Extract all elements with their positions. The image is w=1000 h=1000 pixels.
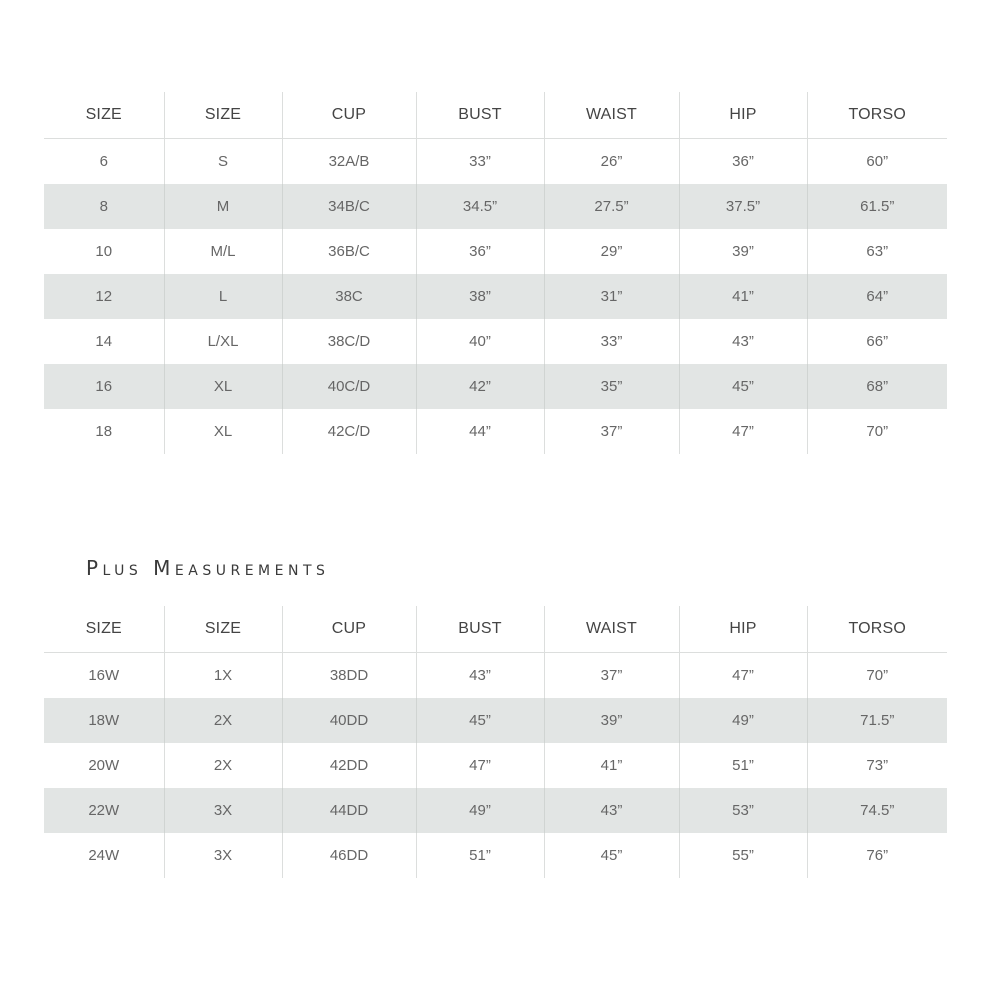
table-body (44, 653, 947, 879)
cell-size-letter: 3X (164, 788, 282, 833)
cell-torso: 70” (807, 653, 947, 699)
cell-waist: 35” (544, 364, 679, 409)
table-row (44, 833, 947, 878)
cell-bust: 47” (416, 743, 544, 788)
cell-size-letter: 2X (164, 743, 282, 788)
table-row (44, 229, 947, 274)
cell-cup: 44DD (282, 788, 416, 833)
cell-bust: 40” (416, 319, 544, 364)
header-row (44, 606, 947, 653)
cell-size-numeric: 16W (88, 667, 120, 684)
cell-size-letter: 1X (164, 653, 282, 699)
cell-hip: 36” (679, 139, 807, 185)
cell-torso: 66” (807, 319, 947, 364)
cell-waist: 27.5” (544, 184, 679, 229)
cell-hip: 37.5” (679, 184, 807, 229)
header-size-numeric: SIZE (44, 92, 164, 139)
cell-hip: 47” (679, 409, 807, 454)
cell-bust: 43” (416, 653, 544, 699)
cell-size-numeric: 18W (44, 698, 164, 743)
cell-size-numeric: 20W (88, 757, 120, 774)
cell-torso: 74.5” (807, 788, 947, 833)
cell-size-numeric: 22W (44, 788, 164, 833)
cell-cup: 32A/B (282, 139, 416, 185)
plus-size-table (44, 606, 947, 878)
table-row (44, 364, 947, 409)
cell-torso: 64” (807, 274, 947, 319)
cell-waist: 29” (544, 229, 679, 274)
cell-hip: 43” (679, 319, 807, 364)
cell-size-numeric: 12 (44, 274, 164, 319)
cell-hip: 49” (679, 698, 807, 743)
cell-size-numeric: 8 (44, 184, 164, 229)
cell-bust: 34.5” (416, 184, 544, 229)
cell-torso: 76” (807, 833, 947, 878)
cell-size-letter: 3X (164, 833, 282, 878)
cell-waist: 39” (544, 698, 679, 743)
cell-waist: 45” (544, 833, 679, 878)
cell-waist: 31” (544, 274, 679, 319)
cell-waist: 41” (544, 743, 679, 788)
table-row (44, 139, 947, 185)
cell-cup: 40DD (282, 698, 416, 743)
cell-size-letter: S (164, 139, 282, 185)
cell-waist: 43” (544, 788, 679, 833)
cell-hip: 55” (679, 833, 807, 878)
cell-bust: 51” (416, 833, 544, 878)
cell-waist: 26” (544, 139, 679, 185)
cell-torso: 60” (807, 139, 947, 185)
cell-torso: 68” (807, 364, 947, 409)
header-torso: TORSO (807, 92, 947, 139)
cell-bust: 42” (416, 364, 544, 409)
cell-bust: 33” (416, 139, 544, 185)
cell-size-numeric: 16 (44, 364, 164, 409)
table-row (44, 698, 947, 743)
cell-hip: 39” (679, 229, 807, 274)
cell-size-letter: L (164, 274, 282, 319)
cell-size-letter: M (164, 184, 282, 229)
cell-size-numeric: 6 (99, 153, 108, 170)
header-size-letter: SIZE (164, 92, 282, 139)
cell-size-numeric: 18 (95, 423, 113, 440)
cell-cup: 36B/C (282, 229, 416, 274)
cell-torso: 61.5” (807, 184, 947, 229)
header-cup: CUP (282, 606, 416, 653)
table-row (44, 184, 947, 229)
cell-size-numeric: 10 (95, 243, 113, 260)
table-header (44, 92, 947, 139)
cell-bust: 44” (416, 409, 544, 454)
cell-waist: 37” (544, 409, 679, 454)
cell-size-numeric: 24W (88, 847, 120, 864)
table-row (44, 409, 947, 454)
cell-torso: 63” (807, 229, 947, 274)
table-row (44, 743, 947, 788)
cell-cup: 42DD (282, 743, 416, 788)
cell-bust: 38” (416, 274, 544, 319)
header-hip: HIP (679, 92, 807, 139)
cell-size-letter: 2X (164, 698, 282, 743)
cell-size-letter: XL (164, 364, 282, 409)
regular-size-table (44, 92, 947, 454)
cell-cup: 38C (282, 274, 416, 319)
plus-section-title: Plus Measurements (86, 556, 330, 580)
cell-torso: 71.5” (807, 698, 947, 743)
cell-cup: 38DD (282, 653, 416, 699)
cell-cup: 34B/C (282, 184, 416, 229)
cell-hip: 51” (679, 743, 807, 788)
header-bust: BUST (416, 606, 544, 653)
cell-torso: 70” (807, 409, 947, 454)
cell-size-letter: XL (164, 409, 282, 454)
header-hip: HIP (679, 606, 807, 653)
table-row (44, 653, 947, 699)
cell-size-letter: L/XL (164, 319, 282, 364)
cell-cup: 38C/D (282, 319, 416, 364)
table-row (44, 274, 947, 319)
cell-cup: 46DD (282, 833, 416, 878)
cell-hip: 53” (679, 788, 807, 833)
header-size-numeric: SIZE (44, 606, 164, 653)
cell-size-letter: M/L (164, 229, 282, 274)
header-waist: WAIST (544, 606, 679, 653)
cell-cup: 42C/D (282, 409, 416, 454)
header-bust: BUST (416, 92, 544, 139)
cell-waist: 33” (544, 319, 679, 364)
header-row (44, 92, 947, 139)
cell-bust: 49” (416, 788, 544, 833)
table-row (44, 319, 947, 364)
cell-hip: 41” (679, 274, 807, 319)
header-torso: TORSO (807, 606, 947, 653)
table-header (44, 606, 947, 653)
cell-bust: 36” (416, 229, 544, 274)
cell-bust: 45” (416, 698, 544, 743)
header-cup: CUP (282, 92, 416, 139)
cell-hip: 45” (679, 364, 807, 409)
cell-size-numeric: 14 (95, 333, 113, 350)
cell-torso: 73” (807, 743, 947, 788)
header-waist: WAIST (544, 92, 679, 139)
header-size-letter: SIZE (164, 606, 282, 653)
cell-waist: 37” (544, 653, 679, 699)
table-row (44, 788, 947, 833)
cell-hip: 47” (679, 653, 807, 699)
table-body (44, 139, 947, 455)
cell-cup: 40C/D (282, 364, 416, 409)
